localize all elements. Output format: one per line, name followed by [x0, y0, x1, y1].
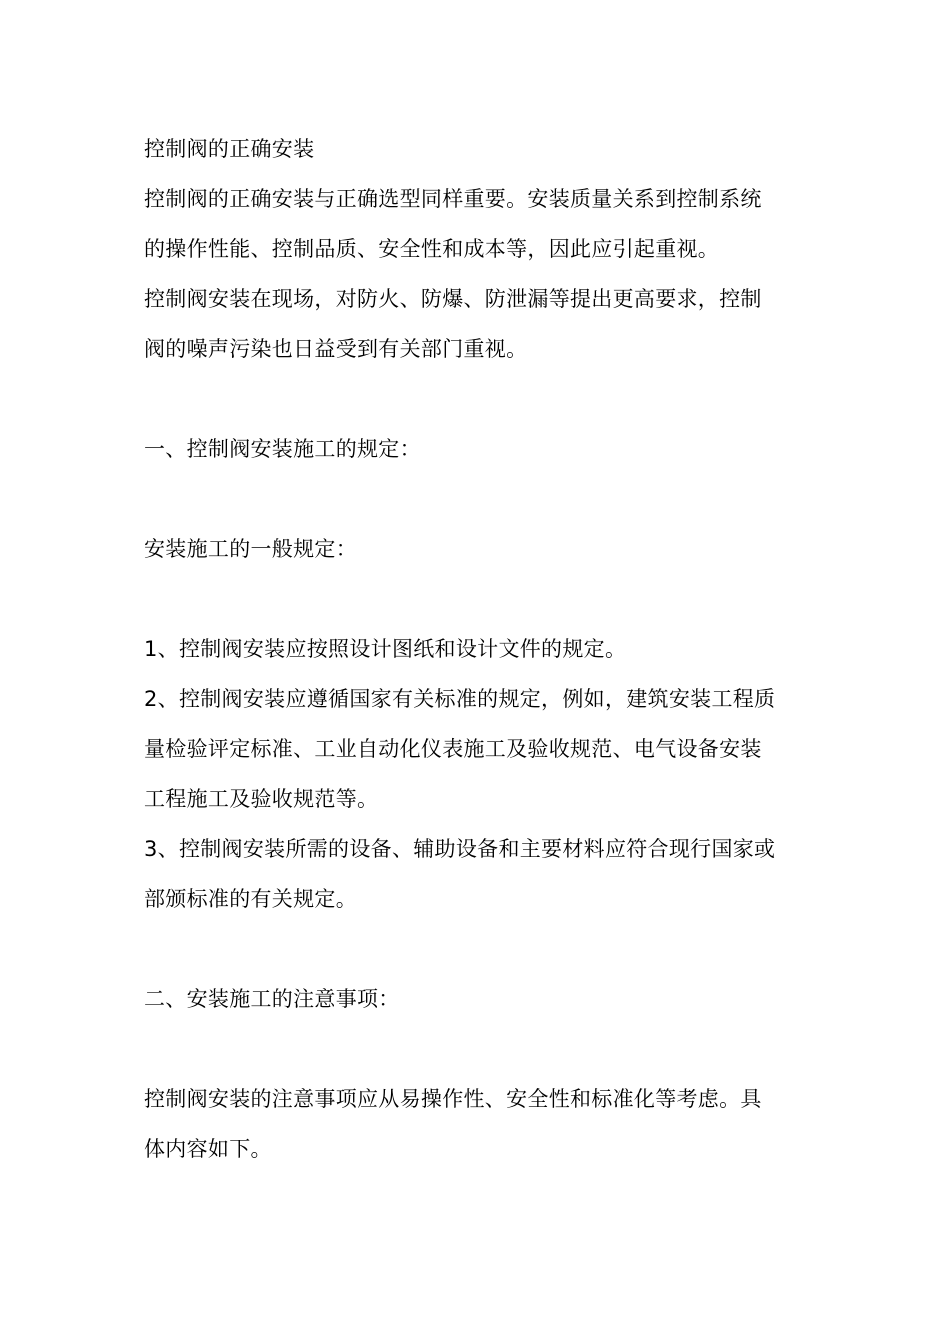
section-heading: 一、控制阀安装施工的规定： [144, 437, 421, 461]
intro-line: 控制阀安装在现场，对防火、防爆、防泄漏等提出更高要求，控制 [144, 287, 762, 311]
intro-line: 的操作性能、控制品质、安全性和成本等，因此应引起重视。 [144, 237, 720, 261]
intro-line: 阀的噪声污染也日益受到有关部门重视。 [144, 337, 528, 361]
section-heading: 二、安装施工的注意事项： [144, 987, 400, 1011]
blank-line [144, 1024, 808, 1074]
rule-line: 部颁标准的有关规定。 [144, 887, 357, 911]
subsection-heading: 安装施工的一般规定： [144, 537, 357, 561]
rule-line: 3、控制阀安装所需的设备、辅助设备和主要材料应符合现行国家或 [144, 837, 776, 861]
note-line: 体内容如下。 [144, 1137, 272, 1161]
blank-line [144, 374, 808, 424]
rule-line: 量检验评定标准、工业自动化仪表施工及验收规范、电气设备安装 [144, 737, 762, 761]
blank-line [144, 924, 808, 974]
blank-line [144, 574, 808, 624]
intro-line: 控制阀的正确安装与正确选型同样重要。安装质量关系到控制系统 [144, 187, 762, 211]
rule-line: 1、控制阀安装应按照设计图纸和设计文件的规定。 [144, 637, 627, 661]
note-line: 控制阀安装的注意事项应从易操作性、安全性和标准化等考虑。具 [144, 1087, 762, 1111]
blank-line [144, 474, 808, 524]
document-title: 控制阀的正确安装 [144, 137, 315, 161]
rule-line: 2、控制阀安装应遵循国家有关标准的规定，例如，建筑安装工程质 [144, 687, 776, 711]
document-body [144, 124, 808, 1174]
rule-line: 工程施工及验收规范等。 [144, 787, 379, 811]
